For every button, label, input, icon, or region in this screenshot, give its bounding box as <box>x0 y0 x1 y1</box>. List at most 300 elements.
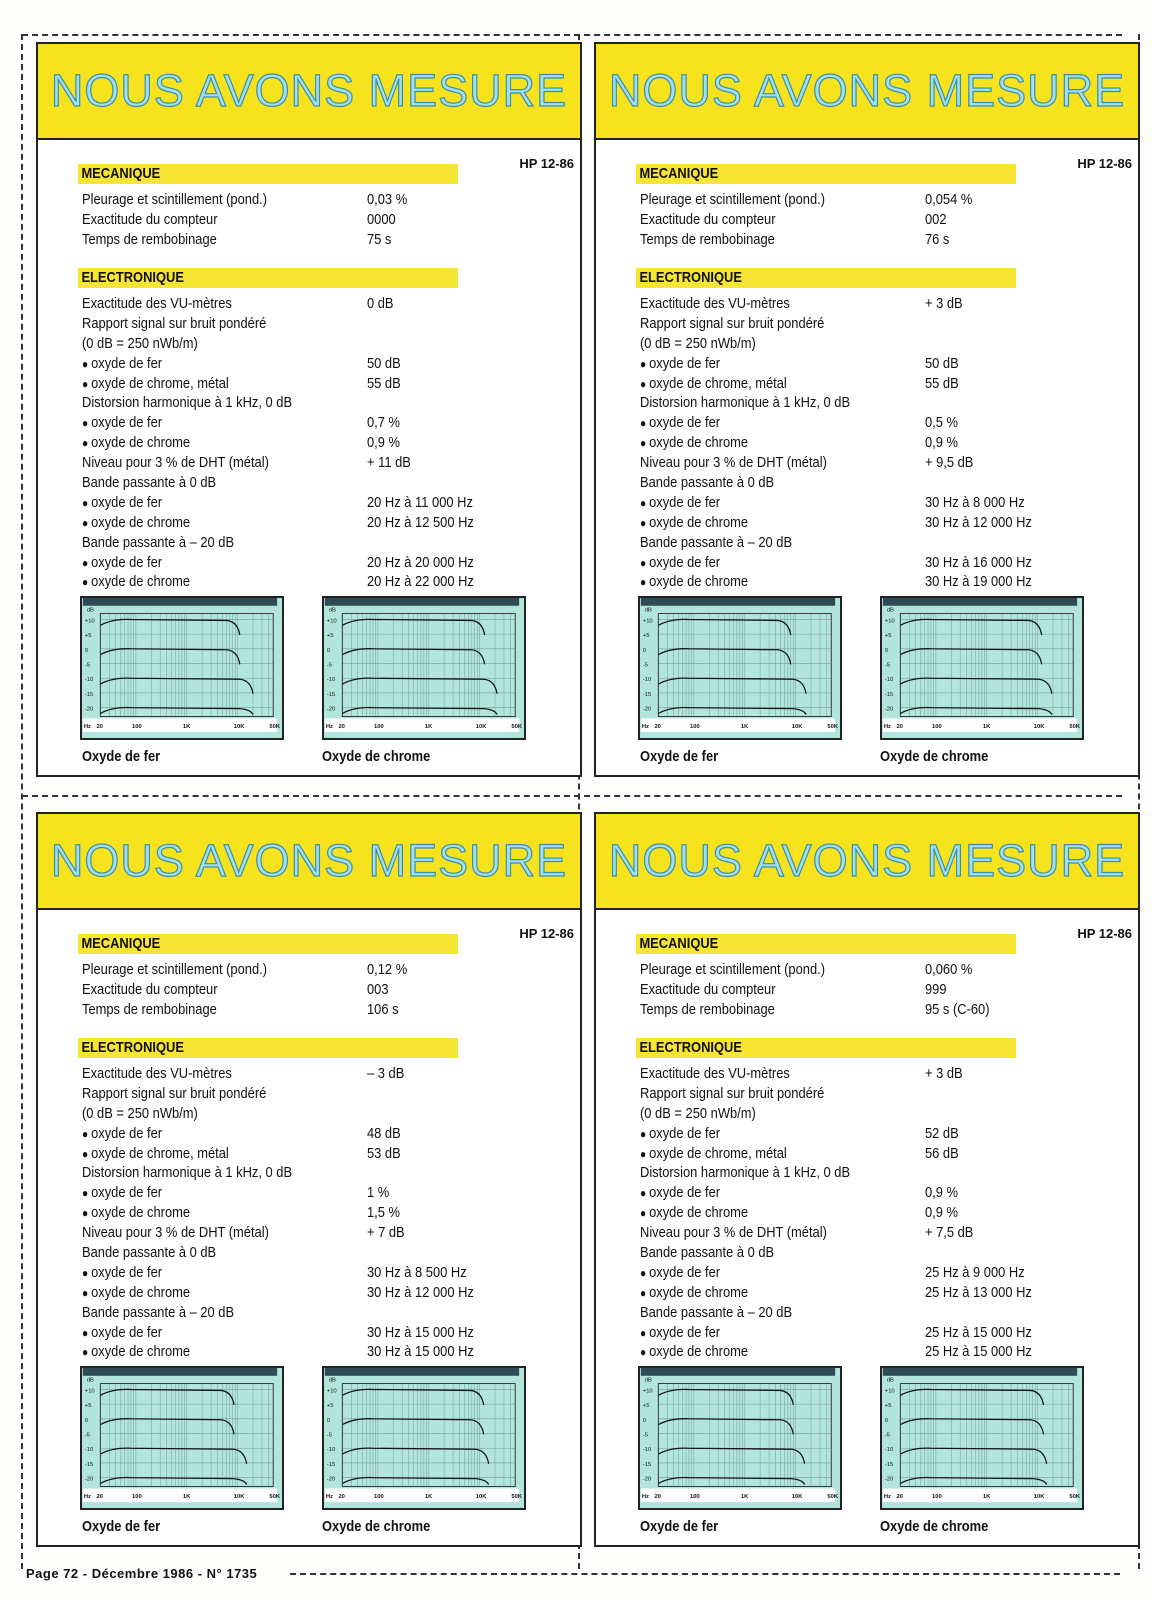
spec-value: 30 Hz à 15 000 Hz <box>367 1323 474 1341</box>
x-tick-label: 50K <box>269 1494 281 1501</box>
x-tick-label: 50K <box>511 1494 523 1501</box>
spec-row <box>640 1124 1120 1144</box>
spec-row <box>640 294 1120 314</box>
spec-label: ● oxyde de chrome, métal <box>82 1144 229 1164</box>
x-tick-label: 100 <box>932 724 942 731</box>
response-curve <box>900 1448 1046 1464</box>
spec-row <box>640 513 1120 533</box>
y-tick-label: -5 <box>326 662 332 669</box>
spec-label: ● oxyde de chrome <box>640 513 748 533</box>
spec-label: Distorsion harmonique à 1 kHz, 0 dB <box>640 1164 851 1182</box>
spec-row <box>82 1323 562 1343</box>
spec-row <box>82 513 562 533</box>
response-curve <box>100 1478 246 1485</box>
response-curve <box>658 1478 804 1485</box>
spec-label: Rapport signal sur bruit pondéré <box>640 314 825 332</box>
y-tick-label: 0 <box>884 1417 889 1424</box>
x-axis-unit: Hz <box>325 1494 333 1501</box>
spec-value: 48 dB <box>367 1124 401 1142</box>
response-curve <box>100 649 239 665</box>
x-tick-label: 100 <box>374 1494 384 1501</box>
y-tick-label: -20 <box>884 706 894 713</box>
spec-row <box>82 960 562 980</box>
spec-row <box>82 493 562 513</box>
spec-value: 106 s <box>367 1000 399 1018</box>
spec-label: Distorsion harmonique à 1 kHz, 0 dB <box>82 1164 293 1182</box>
graph-caption-chrome: Oxyde de chrome <box>322 1518 431 1535</box>
frequency-response-graph-fer <box>80 1366 284 1510</box>
spec-label: ● oxyde de fer <box>82 493 162 513</box>
y-tick-label: -15 <box>884 1461 894 1468</box>
x-tick-label: 20 <box>96 1494 103 1501</box>
spec-value: 25 Hz à 9 000 Hz <box>925 1263 1025 1281</box>
response-curve <box>100 708 253 715</box>
y-axis-unit: dB <box>86 1377 94 1384</box>
spec-row <box>82 1223 562 1243</box>
spec-row <box>82 1303 562 1323</box>
x-tick-label: 20 <box>654 724 661 731</box>
y-tick-label: -10 <box>326 1447 336 1454</box>
spec-label: Exactitude des VU-mètres <box>640 295 790 312</box>
y-tick-label: +5 <box>642 1403 650 1410</box>
y-axis-unit: dB <box>86 607 94 614</box>
measurement-card <box>594 42 1140 777</box>
cut-line-middle <box>22 795 1122 797</box>
mecanique-list <box>640 960 1120 1020</box>
response-curve <box>900 649 1041 665</box>
spec-row <box>82 433 562 453</box>
graph-header-strip <box>883 1368 1077 1376</box>
x-tick-label: 1K <box>740 724 749 731</box>
title-banner <box>596 44 1138 140</box>
electronique-list <box>640 294 1120 592</box>
y-tick-label: -5 <box>326 1432 332 1439</box>
x-tick-label: 10K <box>475 1494 487 1501</box>
spec-row <box>640 1064 1120 1084</box>
frequency-response-graph-fer <box>80 596 284 740</box>
y-tick-label: -20 <box>884 1476 894 1483</box>
x-tick-label: 20 <box>896 1494 903 1501</box>
spec-value: 0,5 % <box>925 414 958 432</box>
spec-row <box>640 230 1120 250</box>
spec-label: Temps de rembobinage <box>640 1000 775 1018</box>
x-axis-strip <box>641 1488 835 1502</box>
spec-row <box>640 354 1120 374</box>
graph-caption-fer: Oxyde de fer <box>82 1518 161 1535</box>
x-axis-unit: Hz <box>883 724 891 731</box>
spec-label: Bande passante à – 20 dB <box>82 533 235 551</box>
spec-value: 0,7 % <box>367 414 400 432</box>
spec-row <box>640 1000 1120 1020</box>
spec-row <box>82 1163 562 1183</box>
spec-row <box>640 1303 1120 1323</box>
spec-value: 55 dB <box>925 374 959 392</box>
graph-header-strip <box>83 1368 277 1376</box>
spec-value: 20 Hz à 11 000 Hz <box>367 493 473 511</box>
section-mecanique: MECANIQUE <box>78 934 458 954</box>
spec-label: Temps de rembobinage <box>82 1000 217 1018</box>
spec-label: ● oxyde de chrome <box>82 1203 190 1223</box>
spec-value: 30 Hz à 19 000 Hz <box>925 573 1032 591</box>
spec-row <box>640 1144 1120 1164</box>
x-tick-label: 100 <box>132 724 142 731</box>
x-tick-label: 1K <box>740 1494 749 1501</box>
spec-label: ● oxyde de fer <box>82 553 162 573</box>
spec-value: 50 dB <box>925 354 959 372</box>
y-tick-label: -20 <box>84 706 94 713</box>
reference-label: HP 12-86 <box>1077 156 1132 171</box>
x-tick-label: 1K <box>182 1494 191 1501</box>
x-tick-label: 10K <box>475 724 487 731</box>
spec-row <box>640 334 1120 354</box>
spec-value: 30 Hz à 12 000 Hz <box>925 513 1032 531</box>
spec-label: Bande passante à – 20 dB <box>640 1303 793 1321</box>
spec-label: ● oxyde de fer <box>82 1263 162 1283</box>
spec-value: 20 Hz à 20 000 Hz <box>367 553 474 571</box>
mecanique-list <box>82 190 562 250</box>
spec-row <box>640 1283 1120 1303</box>
y-tick-label: -15 <box>642 1461 652 1468</box>
reference-label: HP 12-86 <box>1077 926 1132 941</box>
graph-svg <box>640 598 839 734</box>
electronique-list <box>640 1064 1120 1362</box>
y-tick-label: +5 <box>84 1403 92 1410</box>
response-curve <box>342 708 497 715</box>
spec-row <box>82 1124 562 1144</box>
x-axis-unit: Hz <box>83 724 91 731</box>
spec-row <box>640 572 1120 592</box>
x-axis-unit: Hz <box>641 1494 649 1501</box>
spec-label: Niveau pour 3 % de DHT (métal) <box>82 454 269 472</box>
x-tick-label: 1K <box>982 724 991 731</box>
mecanique-list <box>82 960 562 1020</box>
title-banner <box>596 814 1138 910</box>
spec-label: Bande passante à – 20 dB <box>640 533 793 551</box>
graph-svg <box>882 598 1081 734</box>
spec-value: 0,9 % <box>367 434 400 452</box>
spec-label: ● oxyde de fer <box>640 1323 720 1343</box>
spec-label: Pleurage et scintillement (pond.) <box>82 191 268 208</box>
y-tick-label: 0 <box>642 647 647 654</box>
x-axis-strip <box>325 718 519 732</box>
x-axis-strip <box>883 718 1077 732</box>
spec-label: ● oxyde de chrome <box>640 1203 748 1223</box>
page-footer: Page 72 - Décembre 1986 - N° 1735 <box>26 1566 258 1581</box>
spec-label: ● oxyde de chrome <box>640 1342 748 1362</box>
y-tick-label: +10 <box>642 1388 653 1395</box>
y-tick-label: -10 <box>84 677 94 684</box>
y-tick-label: -20 <box>642 706 652 713</box>
spec-value: 30 Hz à 12 000 Hz <box>367 1283 474 1301</box>
spec-value: 25 Hz à 15 000 Hz <box>925 1323 1032 1341</box>
section-electronique: ELECTRONIQUE <box>636 1038 1016 1058</box>
x-axis-strip <box>883 1488 1077 1502</box>
spec-value: 0,9 % <box>925 1204 958 1222</box>
section-electronique: ELECTRONIQUE <box>78 1038 458 1058</box>
spec-label: Niveau pour 3 % de DHT (métal) <box>82 1224 269 1242</box>
x-tick-label: 1K <box>424 1494 433 1501</box>
measurement-card <box>36 42 582 777</box>
spec-row <box>640 493 1120 513</box>
response-curve <box>342 1448 488 1464</box>
x-tick-label: 1K <box>182 724 191 731</box>
graph-svg <box>82 598 281 734</box>
spec-value: 30 Hz à 8 000 Hz <box>925 493 1025 511</box>
spec-label: ● oxyde de chrome <box>82 513 190 533</box>
y-tick-label: +10 <box>884 1388 895 1395</box>
title-banner <box>38 44 580 140</box>
spec-label: Bande passante à 0 dB <box>82 474 217 492</box>
spec-value: 0,03 % <box>367 191 408 208</box>
response-curve <box>658 678 806 694</box>
spec-row <box>640 1183 1120 1203</box>
spec-value: 20 Hz à 22 000 Hz <box>367 573 474 591</box>
section-mecanique: MECANIQUE <box>636 164 1016 184</box>
spec-row <box>640 1323 1120 1343</box>
spec-value: 999 <box>925 980 947 998</box>
spec-value: 75 s <box>367 230 392 248</box>
spec-value: 0,054 % <box>925 191 973 208</box>
electronique-list <box>82 1064 562 1362</box>
spec-row <box>82 1144 562 1164</box>
spec-value: 1,5 % <box>367 1204 400 1222</box>
y-tick-label: +10 <box>884 618 895 625</box>
spec-row <box>82 1084 562 1104</box>
response-curve <box>900 678 1052 694</box>
y-axis-unit: dB <box>328 607 336 614</box>
y-tick-label: +5 <box>326 633 334 640</box>
spec-label: Exactitude des VU-mètres <box>640 1065 790 1082</box>
graph-svg <box>882 1368 1081 1504</box>
y-tick-label: -15 <box>884 691 894 698</box>
graph-svg <box>82 1368 281 1504</box>
spec-row <box>640 473 1120 493</box>
spec-value: 52 dB <box>925 1124 959 1142</box>
spec-label: ● oxyde de chrome <box>82 1342 190 1362</box>
spec-label: Bande passante à – 20 dB <box>82 1303 235 1321</box>
y-axis-unit: dB <box>886 1377 894 1384</box>
graph-header-strip <box>883 598 1077 606</box>
spec-row <box>82 1342 562 1362</box>
graph-caption-chrome: Oxyde de chrome <box>880 748 989 765</box>
y-tick-label: -20 <box>326 1476 336 1483</box>
response-curve <box>342 678 497 694</box>
x-tick-label: 50K <box>1069 724 1081 731</box>
y-tick-label: -20 <box>642 1476 652 1483</box>
spec-row <box>82 553 562 573</box>
spec-label: Rapport signal sur bruit pondéré <box>82 1084 267 1102</box>
response-curve <box>342 1419 483 1435</box>
y-tick-label: +10 <box>326 1388 337 1395</box>
frequency-response-graph-fer <box>638 1366 842 1510</box>
spec-label: ● oxyde de fer <box>82 413 162 433</box>
x-tick-label: 10K <box>233 1494 245 1501</box>
spec-row <box>640 453 1120 473</box>
response-curve <box>342 1389 483 1405</box>
spec-label: ● oxyde de fer <box>640 493 720 513</box>
spec-row <box>640 374 1120 394</box>
spec-label: ● oxyde de fer <box>640 1263 720 1283</box>
frequency-response-graph-chrome <box>880 1366 1084 1510</box>
y-tick-label: 0 <box>642 1417 647 1424</box>
spec-label: ● oxyde de chrome <box>82 433 190 453</box>
y-tick-label: -5 <box>884 662 890 669</box>
y-axis-unit: dB <box>644 607 652 614</box>
spec-row <box>82 1283 562 1303</box>
spec-row <box>82 1183 562 1203</box>
y-tick-label: -15 <box>326 1461 336 1468</box>
spec-value: 30 Hz à 8 500 Hz <box>367 1263 467 1281</box>
spec-label: Rapport signal sur bruit pondéré <box>640 1084 825 1102</box>
spec-row <box>640 1203 1120 1223</box>
cut-line-bottom <box>290 1573 1120 1575</box>
y-tick-label: 0 <box>326 647 331 654</box>
graph-header-strip <box>325 598 519 606</box>
y-tick-label: 0 <box>884 647 889 654</box>
y-tick-label: -5 <box>84 662 90 669</box>
spec-value: 95 s (C-60) <box>925 1000 990 1018</box>
spec-row <box>640 1223 1120 1243</box>
spec-label: ● oxyde de fer <box>82 1323 162 1343</box>
y-tick-label: 0 <box>326 1417 331 1424</box>
spec-value: 0,12 % <box>367 961 408 978</box>
card-title: NOUS AVONS MESURE <box>608 65 1126 116</box>
spec-row <box>82 393 562 413</box>
spec-label: ● oxyde de chrome <box>640 572 748 592</box>
spec-label: Bande passante à 0 dB <box>82 1244 217 1262</box>
spec-label: Niveau pour 3 % de DHT (métal) <box>640 454 827 472</box>
response-curve <box>100 678 253 694</box>
spec-row <box>82 1263 562 1283</box>
y-tick-label: 0 <box>84 1417 89 1424</box>
spec-row <box>82 334 562 354</box>
spec-row <box>640 1084 1120 1104</box>
spec-label: (0 dB = 250 nWb/m) <box>640 334 756 352</box>
card-title: NOUS AVONS MESURE <box>50 65 568 116</box>
response-curve <box>100 1448 246 1464</box>
spec-row <box>82 572 562 592</box>
spec-value: + 3 dB <box>925 1065 963 1082</box>
x-axis-strip <box>641 718 835 732</box>
spec-label: Exactitude du compteur <box>640 980 776 998</box>
y-tick-label: -10 <box>642 1447 652 1454</box>
spec-row <box>640 1263 1120 1283</box>
spec-value: + 9,5 dB <box>925 454 974 472</box>
card-title: NOUS AVONS MESURE <box>50 835 568 886</box>
frequency-response-graph-chrome <box>322 596 526 740</box>
spec-label: Temps de rembobinage <box>82 230 217 248</box>
x-axis-unit: Hz <box>325 724 333 731</box>
y-tick-label: +5 <box>326 1403 334 1410</box>
graph-caption-fer: Oxyde de fer <box>82 748 161 765</box>
spec-row <box>82 314 562 334</box>
spec-value: + 7 dB <box>367 1224 405 1242</box>
measurement-card <box>594 812 1140 1547</box>
spec-label: Exactitude du compteur <box>640 210 776 228</box>
spec-row <box>82 453 562 473</box>
section-mecanique: MECANIQUE <box>636 934 1016 954</box>
spec-row <box>640 533 1120 553</box>
frequency-response-graph-chrome <box>322 1366 526 1510</box>
x-tick-label: 10K <box>1033 724 1045 731</box>
spec-row <box>82 374 562 394</box>
spec-value: 50 dB <box>367 354 401 372</box>
spec-label: Temps de rembobinage <box>640 230 775 248</box>
graph-caption-chrome: Oxyde de chrome <box>880 1518 989 1535</box>
spec-row <box>82 1000 562 1020</box>
spec-label: Exactitude du compteur <box>82 210 218 228</box>
frequency-response-graph-chrome <box>880 596 1084 740</box>
y-tick-label: -10 <box>642 677 652 684</box>
spec-value: 30 Hz à 15 000 Hz <box>367 1343 474 1361</box>
spec-value: + 3 dB <box>925 295 963 312</box>
spec-value: 56 dB <box>925 1144 959 1162</box>
spec-row <box>640 210 1120 230</box>
spec-row <box>640 1163 1120 1183</box>
x-tick-label: 100 <box>374 724 384 731</box>
y-tick-label: -10 <box>84 1447 94 1454</box>
spec-row <box>640 433 1120 453</box>
spec-value: 25 Hz à 15 000 Hz <box>925 1343 1032 1361</box>
x-axis-unit: Hz <box>83 1494 91 1501</box>
y-tick-label: -15 <box>84 1461 94 1468</box>
spec-value: + 7,5 dB <box>925 1224 974 1242</box>
spec-label: Bande passante à 0 dB <box>640 1244 775 1262</box>
spec-row <box>82 230 562 250</box>
spec-label: (0 dB = 250 nWb/m) <box>640 1104 756 1122</box>
response-curve <box>658 1448 804 1464</box>
x-tick-label: 1K <box>982 1494 991 1501</box>
graph-header-strip <box>641 598 835 606</box>
x-tick-label: 10K <box>1033 1494 1045 1501</box>
y-tick-label: -5 <box>884 1432 890 1439</box>
x-tick-label: 50K <box>511 724 523 731</box>
section-electronique: ELECTRONIQUE <box>636 268 1016 288</box>
electronique-list <box>82 294 562 592</box>
spec-label: ● oxyde de fer <box>640 553 720 573</box>
y-axis-unit: dB <box>328 1377 336 1384</box>
x-tick-label: 100 <box>132 1494 142 1501</box>
y-tick-label: -15 <box>84 691 94 698</box>
section-electronique: ELECTRONIQUE <box>78 268 458 288</box>
graph-header-strip <box>325 1368 519 1376</box>
spec-label: Pleurage et scintillement (pond.) <box>640 961 826 978</box>
spec-row <box>82 354 562 374</box>
spec-label: ● oxyde de fer <box>640 1124 720 1144</box>
spec-row <box>82 1104 562 1124</box>
mecanique-list <box>640 190 1120 250</box>
y-tick-label: -10 <box>884 1447 894 1454</box>
response-curve <box>900 1419 1043 1435</box>
y-tick-label: -5 <box>642 1432 648 1439</box>
spec-label: Exactitude des VU-mètres <box>82 295 232 312</box>
spec-label: (0 dB = 250 nWb/m) <box>82 334 198 352</box>
y-tick-label: -5 <box>84 1432 90 1439</box>
y-tick-label: +5 <box>642 633 650 640</box>
spec-label: Distorsion harmonique à 1 kHz, 0 dB <box>82 394 293 412</box>
spec-value: 0,060 % <box>925 961 973 978</box>
spec-label: ● oxyde de chrome <box>82 1283 190 1303</box>
y-tick-label: +5 <box>884 1403 892 1410</box>
spec-value: 0,9 % <box>925 1184 958 1202</box>
spec-row <box>640 1243 1120 1263</box>
x-tick-label: 20 <box>654 1494 661 1501</box>
spec-row <box>82 1243 562 1263</box>
spec-value: 20 Hz à 12 500 Hz <box>367 513 474 531</box>
frequency-response-graph-fer <box>638 596 842 740</box>
y-tick-label: +10 <box>84 618 95 625</box>
spec-value: – 3 dB <box>367 1065 405 1082</box>
